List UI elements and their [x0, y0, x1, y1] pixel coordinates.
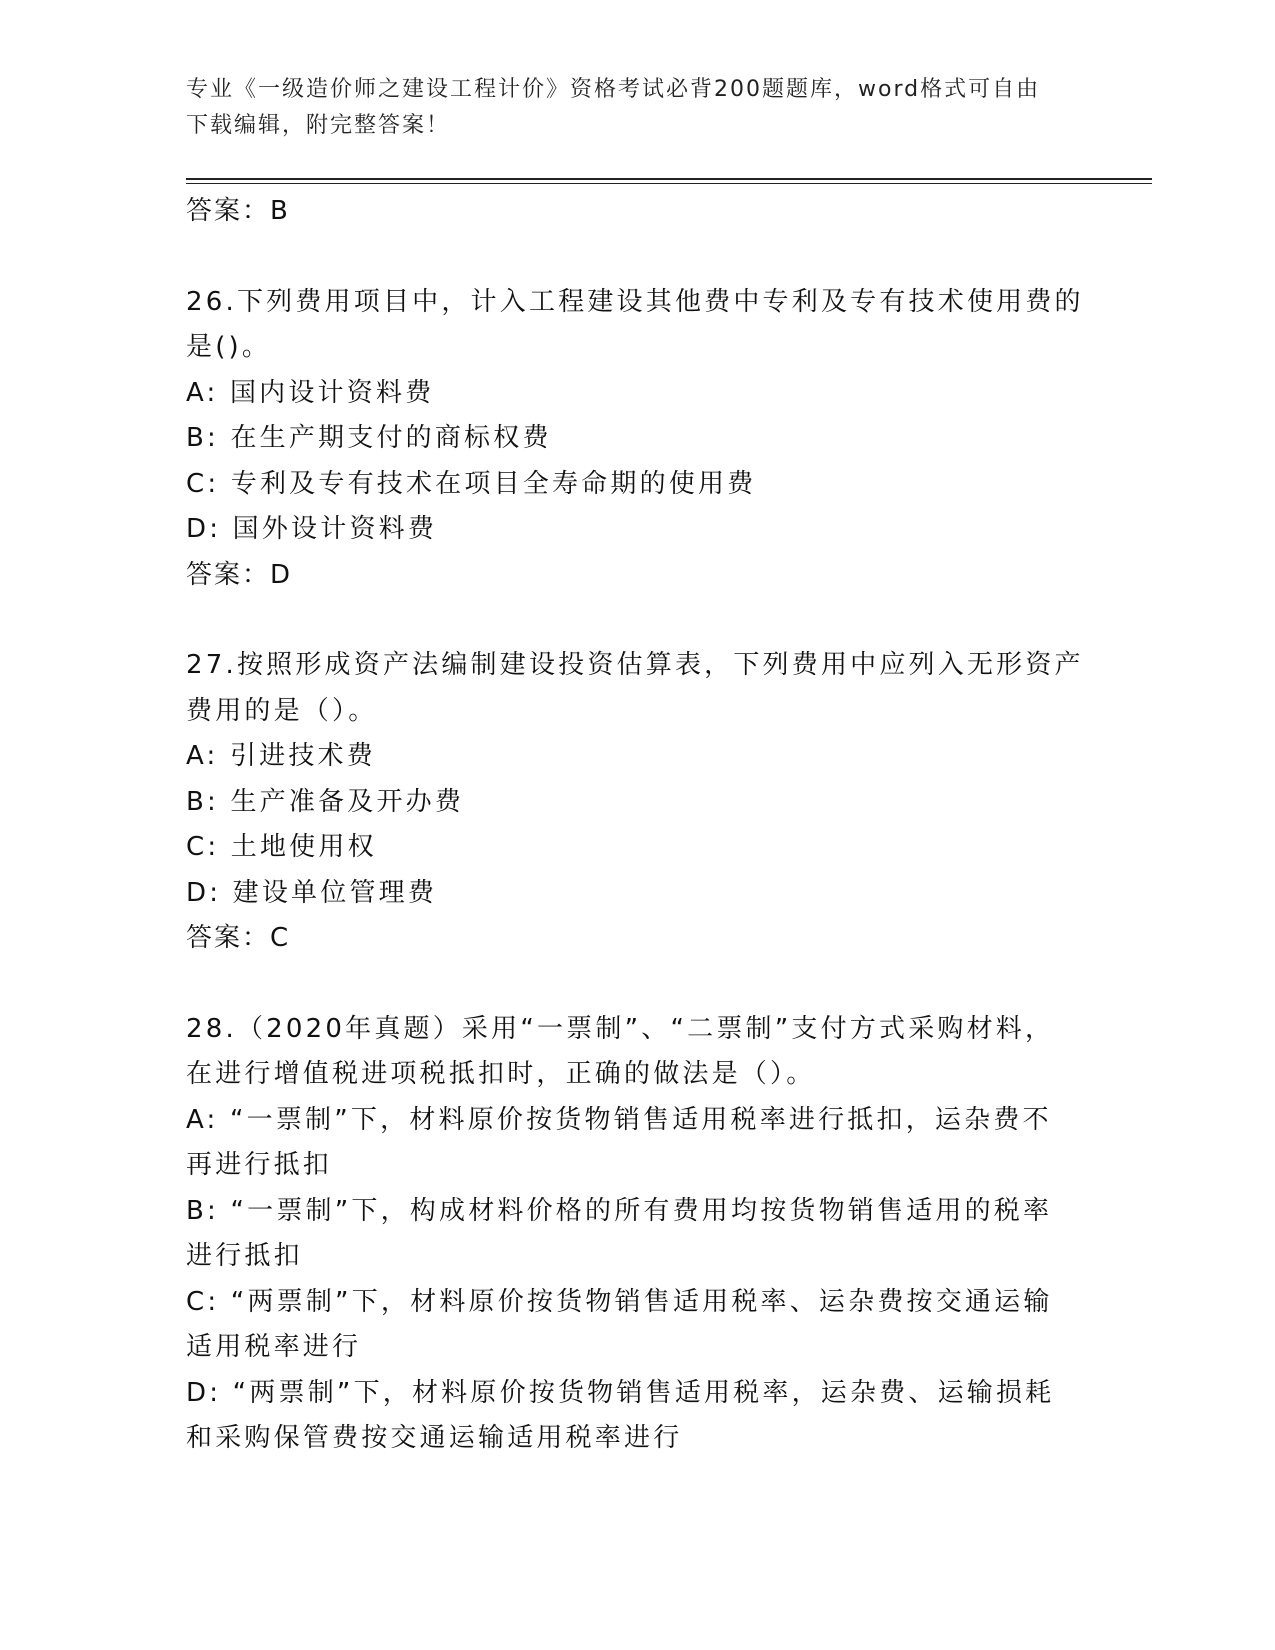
document-header [186, 72, 1066, 144]
option-a: A: “一票制”下，材料原价按货物销售适用税率进行抵扣，运杂费不 [186, 1104, 1052, 1135]
question-text: 27.按照形成资产法编制建设投资估算表，下列费用中应列入无形资产 [186, 650, 1084, 680]
option-c: C: 土地使用权 [186, 832, 377, 862]
option-b-cont: 进行抵扣 [186, 1241, 303, 1271]
option-a: A: 引进技术费 [186, 741, 376, 771]
answer-line: 答案：B [186, 196, 290, 226]
option-c-cont: 适用税率进行 [186, 1332, 362, 1362]
document-body [186, 189, 1086, 1462]
question-text: 是()。 [186, 332, 272, 362]
question-text: 28.（2020年真题）采用“一票制”、“二票制”支付方式采购材料， [186, 1013, 1055, 1044]
option-a-cont: 再进行抵扣 [186, 1150, 333, 1180]
option-b: B: 在生产期支付的商标权费 [186, 423, 552, 453]
option-d-cont: 和采购保管费按交通运输适用税率进行 [186, 1423, 683, 1453]
question-text: 在进行增值税进项税抵扣时，正确的做法是（）。 [186, 1059, 816, 1089]
option-c: C: 专利及专有技术在项目全寿命期的使用费 [186, 468, 757, 499]
option-b: B: “一票制”下，构成材料价格的所有费用均按货物销售适用的税率 [186, 1195, 1053, 1226]
header-rule [186, 178, 1152, 180]
question-text: 费用的是（）。 [186, 695, 378, 726]
question-block [186, 280, 1086, 599]
option-d: D: 国外设计资料费 [186, 514, 438, 544]
question-text: 26.下列费用项目中，计入工程建设其他费中专利及专有技术使用费的 [186, 286, 1084, 317]
option-d: D: 建设单位管理费 [186, 877, 438, 908]
question-block [186, 643, 1086, 962]
question-block [186, 1007, 1086, 1462]
option-d: D: “两票制”下，材料原价按货物销售适用税率，运杂费、运输损耗 [186, 1377, 1055, 1408]
header-line: 下载编辑，附完整答案！ [186, 113, 451, 138]
answer-line: 答案：D [186, 559, 293, 590]
option-a: A: 国内设计资料费 [186, 377, 435, 408]
header-line: 专业《一级造价师之建设工程计价》资格考试必背200题题库，word格式可自由 [186, 77, 1041, 102]
option-b: B: 生产准备及开办费 [186, 786, 465, 817]
header-rule-thin [186, 183, 1152, 184]
answer-line: 答案：C [186, 923, 291, 953]
option-c: C: “两票制”下，材料原价按货物销售适用税率、运杂费按交通运输 [186, 1286, 1053, 1317]
